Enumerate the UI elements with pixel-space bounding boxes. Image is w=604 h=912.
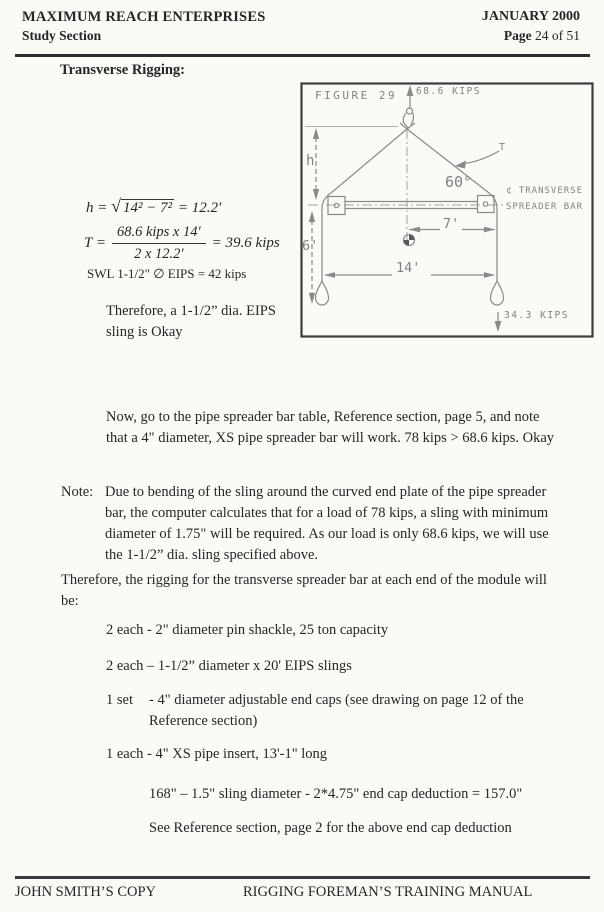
section-label: Study Section: [22, 28, 102, 43]
footer-owner: JOHN SMITH’S COPY: [15, 884, 156, 900]
dim-14ft-label: 14': [396, 260, 421, 276]
dim-7ft-label: 7': [443, 216, 460, 232]
centerline-label-line2: SPREADER BAR: [506, 202, 584, 212]
bottom-load-label: 34.3 KIPS: [504, 310, 569, 321]
top-load-label: 68.6 KIPS: [416, 86, 481, 97]
rigging-item-pipe-insert: 1 each - 4" XS pipe insert, 13'-1" long: [106, 746, 328, 762]
tension-label: T: [499, 142, 506, 153]
formula-t-result: = 39.6 kips: [211, 235, 280, 251]
rigging-item-slings: 2 each – 1-1/2” diameter x 20' EIPS slings: [106, 658, 352, 674]
formula-t-denominator: 2 x 12.2′: [112, 243, 206, 263]
formula-t-lhs: T =: [84, 235, 106, 251]
rigging-item-end-caps-text: - 4" diameter adjustable end caps (see drawing on page 12 of the Reference section): [149, 692, 524, 729]
formula-t: [84, 224, 280, 263]
header-date: JANUARY 2000: [481, 9, 580, 24]
reference-note: See Reference section, page 2 for the above end cap deduction: [149, 820, 512, 836]
swl-rating: SWL 1-1/2" ∅ EIPS = 42 kips: [87, 266, 247, 281]
page-info: 24 of 51: [531, 28, 580, 43]
page-number: [504, 28, 580, 44]
header-divider: [15, 54, 590, 57]
rigging-item-end-caps: [106, 690, 554, 732]
note-label: Note:: [61, 484, 94, 500]
formula-h-result: = 12.2′: [174, 200, 222, 216]
paragraph-therefore: Therefore, the rigging for the transverse spreader bar at each end of the module will be:: [61, 572, 547, 609]
footer-divider: [15, 876, 590, 879]
dim-h-label: h: [306, 153, 315, 169]
page-label: Page: [503, 28, 532, 43]
angle-label: 60°: [445, 173, 473, 191]
rigging-item-shackles: 2 each - 2" diameter pin shackle, 25 ton capacity: [106, 622, 389, 638]
radical-sign: √: [111, 196, 122, 216]
dim-6ft-label: 6': [302, 238, 319, 254]
sling-conclusion: Therefore, a 1-1/2” dia. EIPS sling is Okay: [106, 303, 276, 340]
formula-h-lhs: h =: [86, 200, 112, 216]
note-text: Due to bending of the sling around the curved end plate of the pipe spreader bar, the computer calculates that for a load of 78 kips, a sling with minimum diameter of 1.75" will be required. As our load is only 68.6 kips, we will use the 1-1/2” dia. sling specified above.: [105, 484, 549, 563]
section-title: Transverse Rigging:: [60, 62, 185, 78]
footer-manual-title: RIGGING FOREMAN’S TRAINING MANUAL: [243, 884, 533, 900]
formula-t-fraction: [112, 224, 206, 263]
figure-29: [300, 82, 594, 338]
formula-h-radicand: 14² − 7²: [123, 200, 173, 216]
paragraph-spreader-table: Now, go to the pipe spreader bar table, Reference section, page 5, and note that a 4" diameter, XS pipe spreader bar will work. 78 kips > 68.6 kips. Okay: [106, 409, 555, 446]
centerline-label-line1: ¢ TRANSVERSE: [506, 186, 584, 196]
company-name: MAXIMUM REACH ENTERPRISES: [22, 9, 266, 25]
figure-caption: FIGURE 29: [315, 89, 398, 102]
formula-h: [86, 196, 221, 217]
formula-t-numerator: 68.6 kips x 14′: [116, 224, 201, 240]
rigging-item-end-caps-qty: 1 set: [106, 692, 133, 708]
length-calculation: 168" – 1.5" sling diameter - 2*4.75" end cap deduction = 157.0": [149, 786, 523, 802]
